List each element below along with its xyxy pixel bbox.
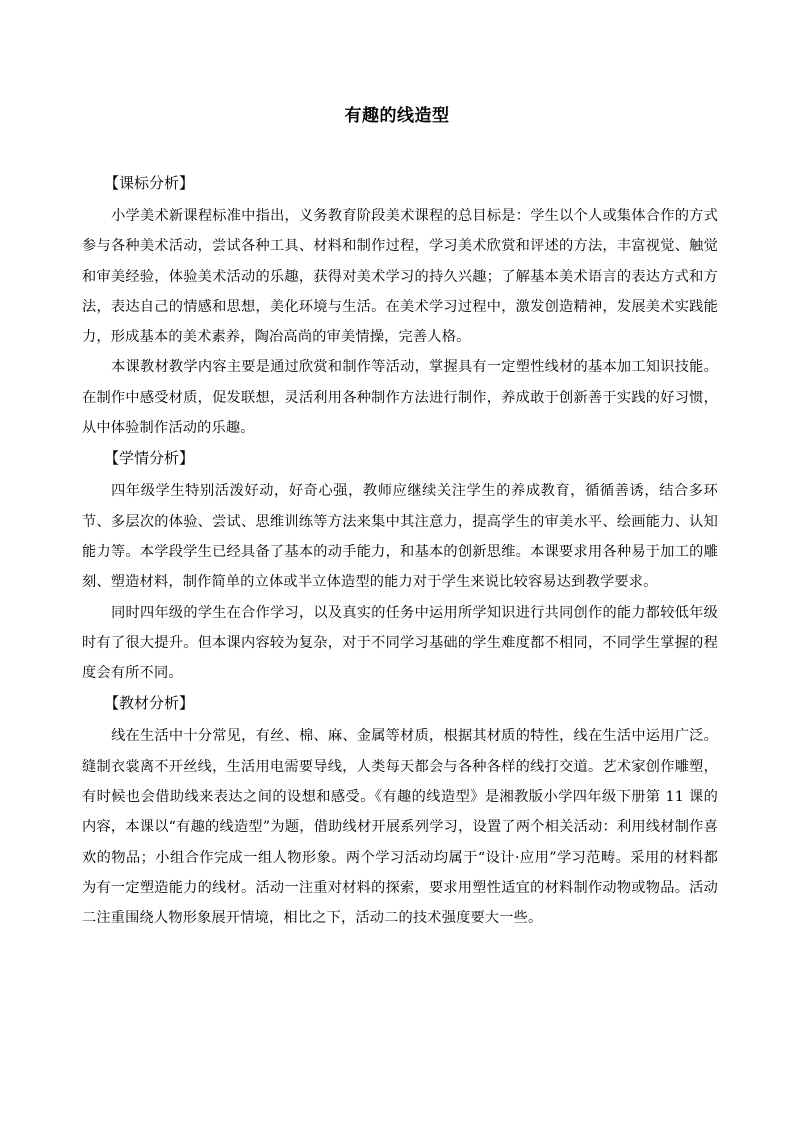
section-curriculum-analysis: [82, 165, 718, 443]
section-heading: 【学情分析】: [104, 449, 195, 468]
section-heading: 【课标分析】: [104, 174, 195, 192]
section-student-analysis: [82, 440, 718, 688]
paragraph: 小学美术新课程标准中指出，义务教育阶段美术课程的总目标是：学生以个人或集体合作的方式参与各种美术活动，尝试各种工具、材料和制作过程，学习美术欣赏和评述的方法，丰富视觉、触觉和审美经验，体验美术活动的乐趣，获得对美术学习的持久兴趣；了解基本美术语言的表达方式和方法，表达自己的情感和思想，美化环境与生活。在美术学习过程中，激发创造精神，发展美术实践能力，形成基本的美术素养，陶冶高尚的审美情操，完善人格。: [82, 208, 718, 346]
document-title: 有趣的线造型: [344, 106, 450, 126]
section-textbook-analysis: [82, 685, 718, 933]
paragraph: 线在生活中十分常见，有丝、棉、麻、金属等材质，根据其材质的特性，线在生活中运用广泛。缝制衣裳离不开丝线，生活用电需要导线，人类每天都会与各种各样的线打交道。艺术家创作雕塑，有时候也会借助线来表达之间的设想和感受。《有趣的线造型》是湘教版小学四年级下册第 11 课的内容，本课以“有趣的线造型”为题，借助线材开展系列学习，设置了两个相关活动：利用线材制作喜欢的物品；小组合作完成一组人物形象。两个学习活动均属于“设计·应用”学习范畴。采用的材料都为有一定塑造能力的线材。活动一注重对材料的探索，要求用塑性适宜的材料制作动物或物品。活动二注重围绕人物形象展开情境，相比之下，活动二的技术强度要大一些。: [82, 728, 718, 927]
paragraph: 四年级学生特别活泼好动，好奇心强，教师应继续关注学生的养成教育，循循善诱，结合多环节、多层次的体验、尝试、思维训练等方法来集中其注意力，提高学生的审美水平、绘画能力、认知能力等。本学段学生已经具备了基本的动手能力，和基本的创新思维。本课要求用各种易于加工的雕刻、塑造材料，制作简单的立体或半立体造型的能力对于学生来说比较容易达到教学要求。: [82, 483, 718, 591]
paragraph: 同时四年级的学生在合作学习，以及真实的任务中运用所学知识进行共同创作的能力都较低年级时有了很大提升。但本课内容较为复杂，对于不同学习基础的学生难度都不相同，不同学生掌握的程度会有所不同。: [82, 604, 718, 682]
document-body: [82, 168, 718, 934]
section-heading: 【教材分析】: [104, 694, 195, 713]
paragraph: 本课教材教学内容主要是通过欣赏和制作等活动，掌握具有一定塑性线材的基本加工知识技能。在制作中感受材质，促发联想，灵活利用各种制作方法进行制作，养成敢于创新善于实践的好习惯，从中体验制作活动的乐趣。: [82, 359, 718, 437]
